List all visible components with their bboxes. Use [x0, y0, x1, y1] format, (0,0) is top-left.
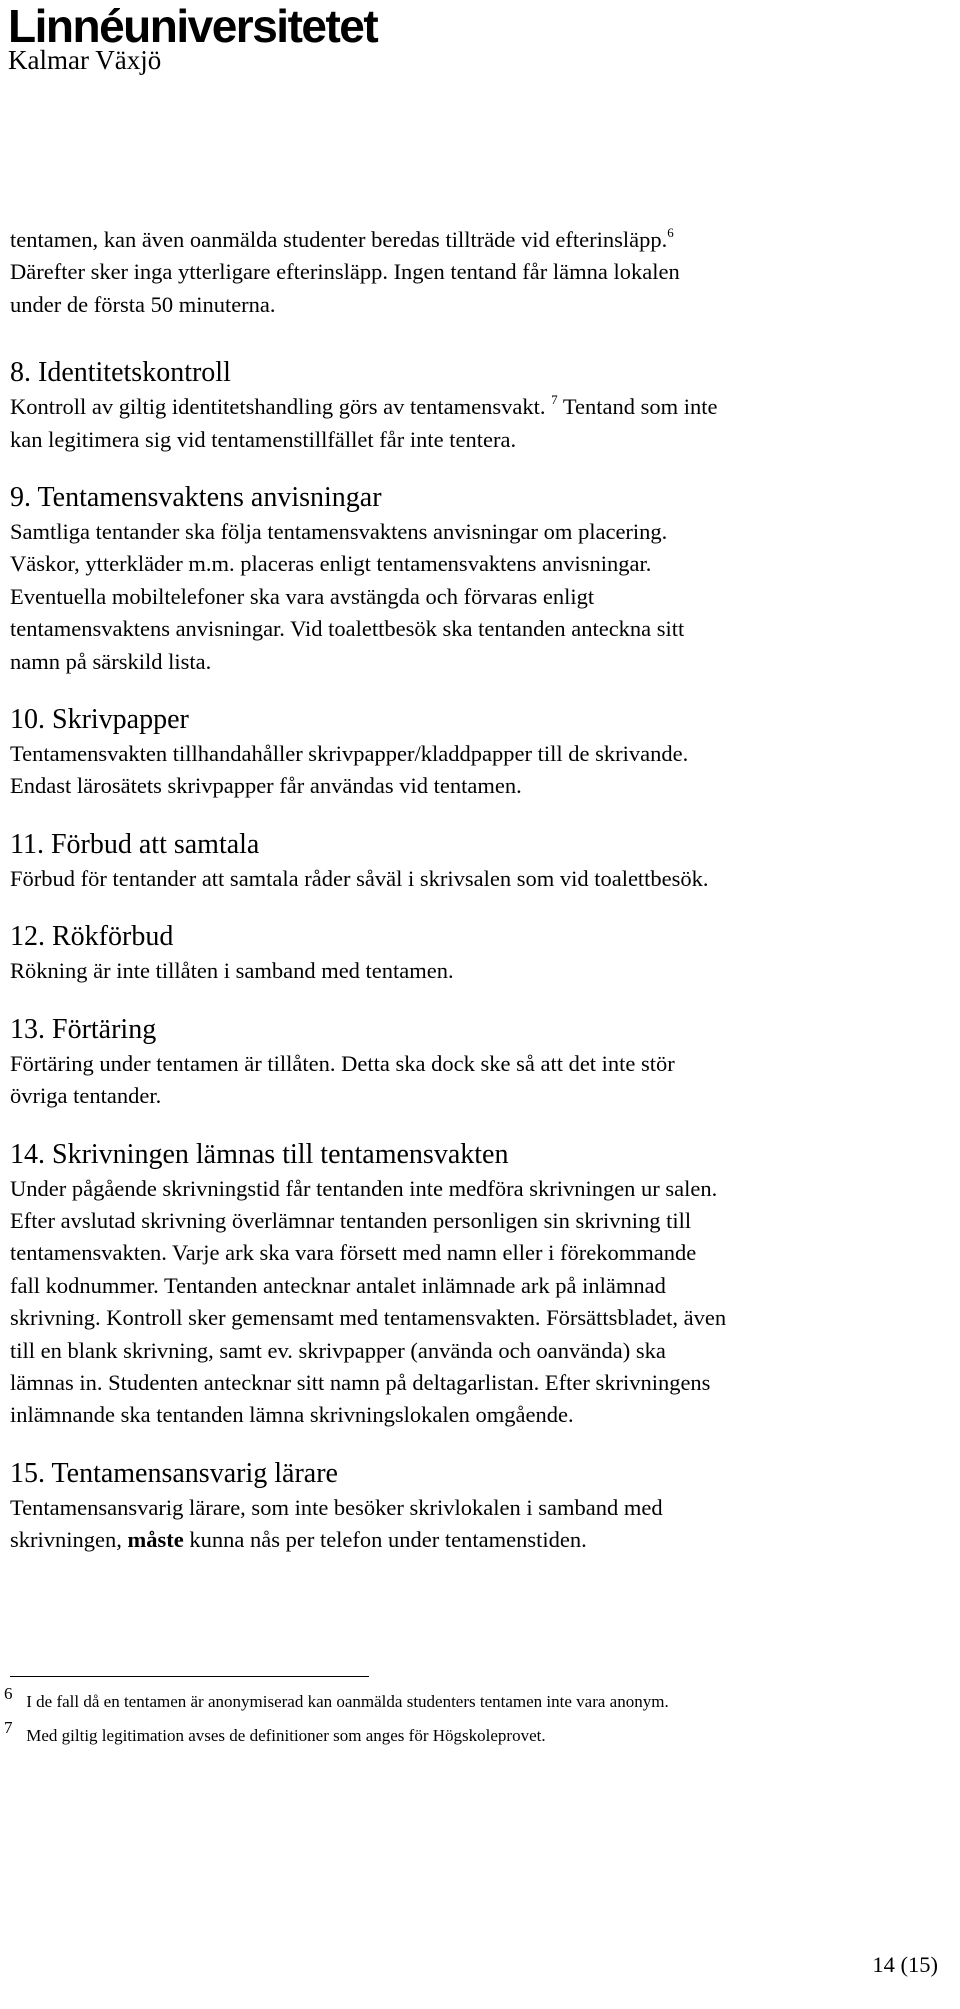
section-10-heading: 10. Skrivpapper: [10, 704, 189, 736]
section-13-line: övriga tentander.: [10, 1083, 162, 1109]
intro-line-1: tentamen, kan även oanmälda studenter beredas tillträde vid efterinsläpp.$^6$: [10, 225, 674, 252]
footnote-separator: [10, 1676, 369, 1677]
section-9-line: tentamensvaktens anvisningar. Vid toalettbesök ska tentanden anteckna sitt: [10, 616, 685, 642]
section-12-line: Rökning är inte tillåten i samband med tentamen.: [10, 958, 454, 984]
intro-line-2: Därefter sker inga ytterligare efterinsläpp. Ingen tentand får lämna lokalen: [10, 259, 680, 285]
footnote-7: [4, 1718, 546, 1746]
section-9-line: namn på särskild lista.: [10, 648, 212, 674]
section-14-line: fall kodnummer. Tentanden antecknar antalet inlämnade ark på inlämnad: [10, 1272, 666, 1298]
section-14-line: lämnas in. Studenten antecknar sitt namn på deltagarlistan. Efter skrivningens: [10, 1369, 711, 1395]
section-11-heading: 11. Förbud att samtala: [10, 828, 260, 860]
section-14-line: Efter avslutad skrivning överlämnar tentanden personligen sin skrivning till: [10, 1207, 692, 1233]
section-15-line-1: Tentamensansvarig lärare, som inte besöker skrivlokalen i samband med: [10, 1494, 663, 1520]
section-14-line: till en blank skrivning, samt ev. skrivpapper (använda och oanvända) ska: [10, 1337, 666, 1363]
section-13-heading: 13. Förtäring: [10, 1013, 157, 1045]
section-14-heading: 14. Skrivningen lämnas till tentamensvakten: [10, 1138, 509, 1170]
logo-subtitle: Kalmar Växjö: [8, 45, 162, 75]
section-12-heading: 12. Rökförbud: [10, 921, 174, 953]
emphasis-maste: måste: [127, 1527, 184, 1553]
section-10-line: Tentamensvakten tillhandahåller skrivpapper/kladdpapper till de skrivande.: [10, 741, 689, 767]
section-9-heading: 9. Tentamensvaktens anvisningar: [10, 482, 382, 514]
footnote-text: I de fall då en tentamen är anonymiserad kan oanmälda studenters tentamen inte vara anonym.: [26, 1692, 669, 1711]
section-15-heading: 15. Tentamensansvarig lärare: [10, 1457, 338, 1489]
section-8-line-1: Kontroll av giltig identitetshandling görs av tentamensvakt. $^7$ Tentand som inte: [10, 392, 718, 420]
footnote-number: 7: [4, 1718, 13, 1737]
section-9-line: Eventuella mobiltelefoner ska vara avstängda och förvaras enligt: [10, 583, 595, 609]
section-14-line: inlämnande ska tentanden lämna skrivningslokalen omgående.: [10, 1402, 574, 1428]
footnote-text: Med giltig legitimation avses de definitioner som anges för Högskoleprovet.: [26, 1726, 546, 1745]
section-14-line: Under pågående skrivningstid får tentanden inte medföra skrivningen ur salen.: [10, 1175, 718, 1201]
section-13-line: Förtäring under tentamen är tillåten. Detta ska dock ske så att det inte stör: [10, 1050, 675, 1076]
footnote-ref-6[interactable]: 6: [667, 225, 674, 240]
section-10-line: Endast lärosätets skrivpapper får användas vid tentamen.: [10, 773, 522, 799]
section-8-line-2: kan legitimera sig vid tentamenstillfället får inte tentera.: [10, 426, 517, 452]
footnote-6: [4, 1684, 669, 1712]
section-9-line: Samtliga tentander ska följa tentamensvaktens anvisningar om placering.: [10, 519, 668, 545]
section-14-line: tentamensvakten. Varje ark ska vara försett med namn eller i förekommande: [10, 1240, 697, 1266]
document-body: [10, 224, 910, 1557]
page-number: 14 (15): [872, 1952, 938, 1977]
footnote-ref-7[interactable]: 7: [551, 392, 558, 408]
logo-name: Linnéuniversitetet: [8, 0, 378, 52]
university-logo: [8, 0, 377, 74]
section-15-line-2: skrivningen, måste kunna nås per telefon under tentamenstiden.: [10, 1527, 587, 1553]
section-9-line: Väskor, ytterkläder m.m. placeras enligt tentamensvaktens anvisningar.: [10, 551, 652, 577]
section-14-line: skrivning. Kontroll sker gemensamt med tentamensvakten. Försättsbladet, även: [10, 1305, 727, 1331]
footnote-number: 6: [4, 1684, 13, 1703]
section-11-line: Förbud för tentander att samtala råder såväl i skrivsalen som vid toalettbesök.: [10, 865, 709, 891]
section-8-heading: 8. Identitetskontroll: [10, 357, 231, 389]
intro-paragraph: [10, 224, 910, 321]
intro-line-3: under de första 50 minuterna.: [10, 291, 276, 317]
